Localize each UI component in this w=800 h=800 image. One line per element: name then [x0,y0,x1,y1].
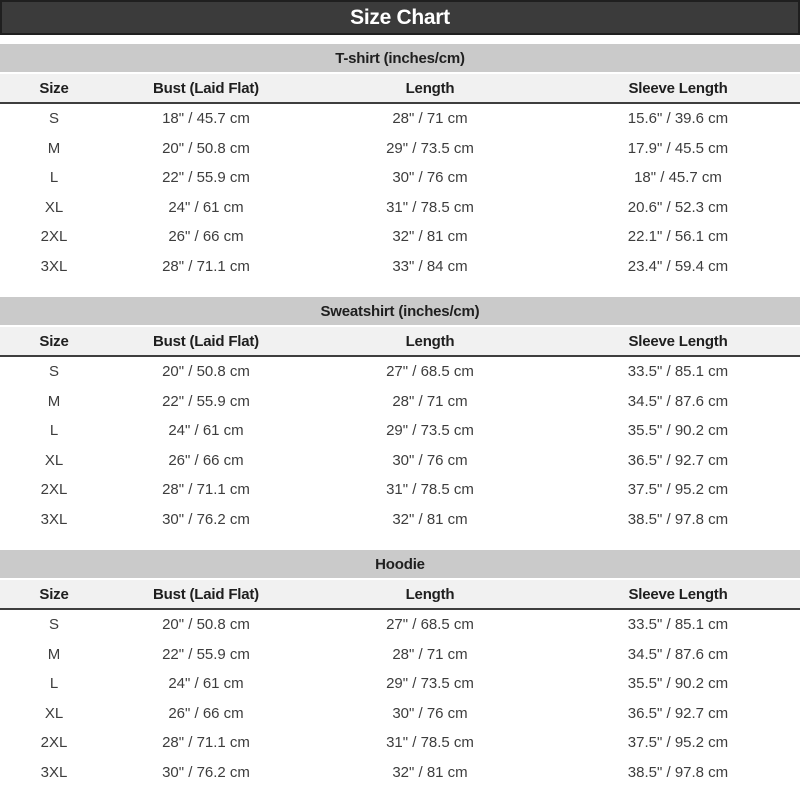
table-row [0,728,800,758]
table-row [0,475,800,505]
measurement-cell: 26" / 66 cm [168,451,244,469]
table-row [0,446,800,476]
section-header-bar [0,550,800,578]
table-row [0,252,800,282]
measurement-cell: 17.9" / 45.5 cm [627,139,729,157]
measurement-cell: 37.5" / 95.2 cm [627,481,729,499]
size-cell: M [47,645,61,663]
measurement-cell: 22.1" / 56.1 cm [627,228,729,246]
measurement-cell: 29" / 73.5 cm [386,675,474,693]
measurement-cell: 30" / 76.2 cm [162,510,250,528]
measurement-cell: 20" / 50.8 cm [162,139,250,157]
measurement-cell: 30" / 76 cm [392,704,468,722]
size-chart-sections [0,44,800,787]
table-row [0,640,800,670]
table-row [0,505,800,535]
size-cell: XL [44,451,64,469]
section-title-hoodie: Hoodie [375,555,425,573]
measurement-cell: 31" / 78.5 cm [386,198,474,216]
table-row [0,163,800,193]
measurement-cell: 36.5" / 92.7 cm [627,704,729,722]
size-cell: 3XL [40,510,68,528]
column-header-size: Size [39,585,69,603]
size-cell: M [47,139,61,157]
section-header-bar [0,44,800,72]
measurement-cell: 28" / 71 cm [392,110,468,128]
measurement-cell: 28" / 71 cm [392,645,468,663]
measurement-cell: 31" / 78.5 cm [386,734,474,752]
measurement-cell: 33" / 84 cm [392,257,468,275]
column-header-length: Length [405,585,455,603]
measurement-cell: 22" / 55.9 cm [162,392,250,410]
measurement-cell: 32" / 81 cm [392,763,468,781]
table-row [0,758,800,788]
size-cell: S [48,110,59,128]
table-row [0,699,800,729]
column-header-bust-laid-flat: Bust (Laid Flat) [153,79,259,97]
measurement-cell: 28" / 71.1 cm [162,734,250,752]
table-row [0,416,800,446]
column-header-bust-laid-flat: Bust (Laid Flat) [153,332,259,350]
measurement-cell: 34.5" / 87.6 cm [627,645,729,663]
size-cell: L [49,422,59,440]
measurement-cell: 20.6" / 52.3 cm [627,198,729,216]
size-cell: 3XL [40,763,68,781]
measurement-cell: 23.4" / 59.4 cm [627,257,729,275]
measurement-cell: 20" / 50.8 cm [162,616,250,634]
section-title-sweatshirt-inches-cm: Sweatshirt (inches/cm) [320,302,480,320]
table-row [0,610,800,640]
table-body [0,104,800,281]
size-cell: 3XL [40,257,68,275]
measurement-cell: 27" / 68.5 cm [386,363,474,381]
measurement-cell: 28" / 71 cm [392,392,468,410]
table-body [0,357,800,534]
measurement-cell: 31" / 78.5 cm [386,481,474,499]
size-cell: XL [44,704,64,722]
size-chart-title-bar [0,0,800,35]
size-cell: 2XL [40,481,68,499]
table-row [0,669,800,699]
size-table-section [0,44,800,281]
measurement-cell: 34.5" / 87.6 cm [627,392,729,410]
table-row [0,387,800,417]
measurement-cell: 28" / 71.1 cm [162,481,250,499]
measurement-cell: 32" / 81 cm [392,510,468,528]
measurement-cell: 18" / 45.7 cm [162,110,250,128]
measurement-cell: 33.5" / 85.1 cm [627,363,729,381]
column-header-sleeve-length: Sleeve Length [628,79,728,97]
measurement-cell: 37.5" / 95.2 cm [627,734,729,752]
size-cell: L [49,169,59,187]
measurement-cell: 18" / 45.7 cm [634,169,722,187]
column-header-row [0,74,800,104]
section-header-bar [0,297,800,325]
measurement-cell: 30" / 76 cm [392,451,468,469]
measurement-cell: 29" / 73.5 cm [386,422,474,440]
column-header-sleeve-length: Sleeve Length [628,585,728,603]
measurement-cell: 29" / 73.5 cm [386,139,474,157]
measurement-cell: 28" / 71.1 cm [162,257,250,275]
size-table-section [0,550,800,787]
measurement-cell: 24" / 61 cm [168,675,244,693]
column-header-bust-laid-flat: Bust (Laid Flat) [153,585,259,603]
size-cell: M [47,392,61,410]
size-table-section [0,297,800,534]
measurement-cell: 36.5" / 92.7 cm [627,451,729,469]
measurement-cell: 26" / 66 cm [168,228,244,246]
measurement-cell: 32" / 81 cm [392,228,468,246]
measurement-cell: 38.5" / 97.8 cm [627,510,729,528]
size-cell: 2XL [40,228,68,246]
measurement-cell: 27" / 68.5 cm [386,616,474,634]
column-header-sleeve-length: Sleeve Length [628,332,728,350]
size-cell: 2XL [40,734,68,752]
page-title: Size Chart [350,5,450,29]
size-cell: S [48,363,59,381]
measurement-cell: 26" / 66 cm [168,704,244,722]
measurement-cell: 35.5" / 90.2 cm [627,422,729,440]
measurement-cell: 38.5" / 97.8 cm [627,763,729,781]
size-cell: S [48,616,59,634]
table-row [0,193,800,223]
measurement-cell: 30" / 76 cm [392,169,468,187]
measurement-cell: 15.6" / 39.6 cm [627,110,729,128]
measurement-cell: 22" / 55.9 cm [162,645,250,663]
measurement-cell: 35.5" / 90.2 cm [627,675,729,693]
measurement-cell: 24" / 61 cm [168,198,244,216]
measurement-cell: 30" / 76.2 cm [162,763,250,781]
size-cell: XL [44,198,64,216]
column-header-length: Length [405,79,455,97]
measurement-cell: 24" / 61 cm [168,422,244,440]
column-header-size: Size [39,79,69,97]
table-body [0,610,800,787]
column-header-row [0,580,800,610]
column-header-row [0,327,800,357]
table-row [0,357,800,387]
measurement-cell: 22" / 55.9 cm [162,169,250,187]
section-title-t-shirt-inches-cm: T-shirt (inches/cm) [335,49,465,67]
table-row [0,222,800,252]
measurement-cell: 33.5" / 85.1 cm [627,616,729,634]
table-row [0,134,800,164]
measurement-cell: 20" / 50.8 cm [162,363,250,381]
column-header-length: Length [405,332,455,350]
table-row [0,104,800,134]
column-header-size: Size [39,332,69,350]
size-cell: L [49,675,59,693]
